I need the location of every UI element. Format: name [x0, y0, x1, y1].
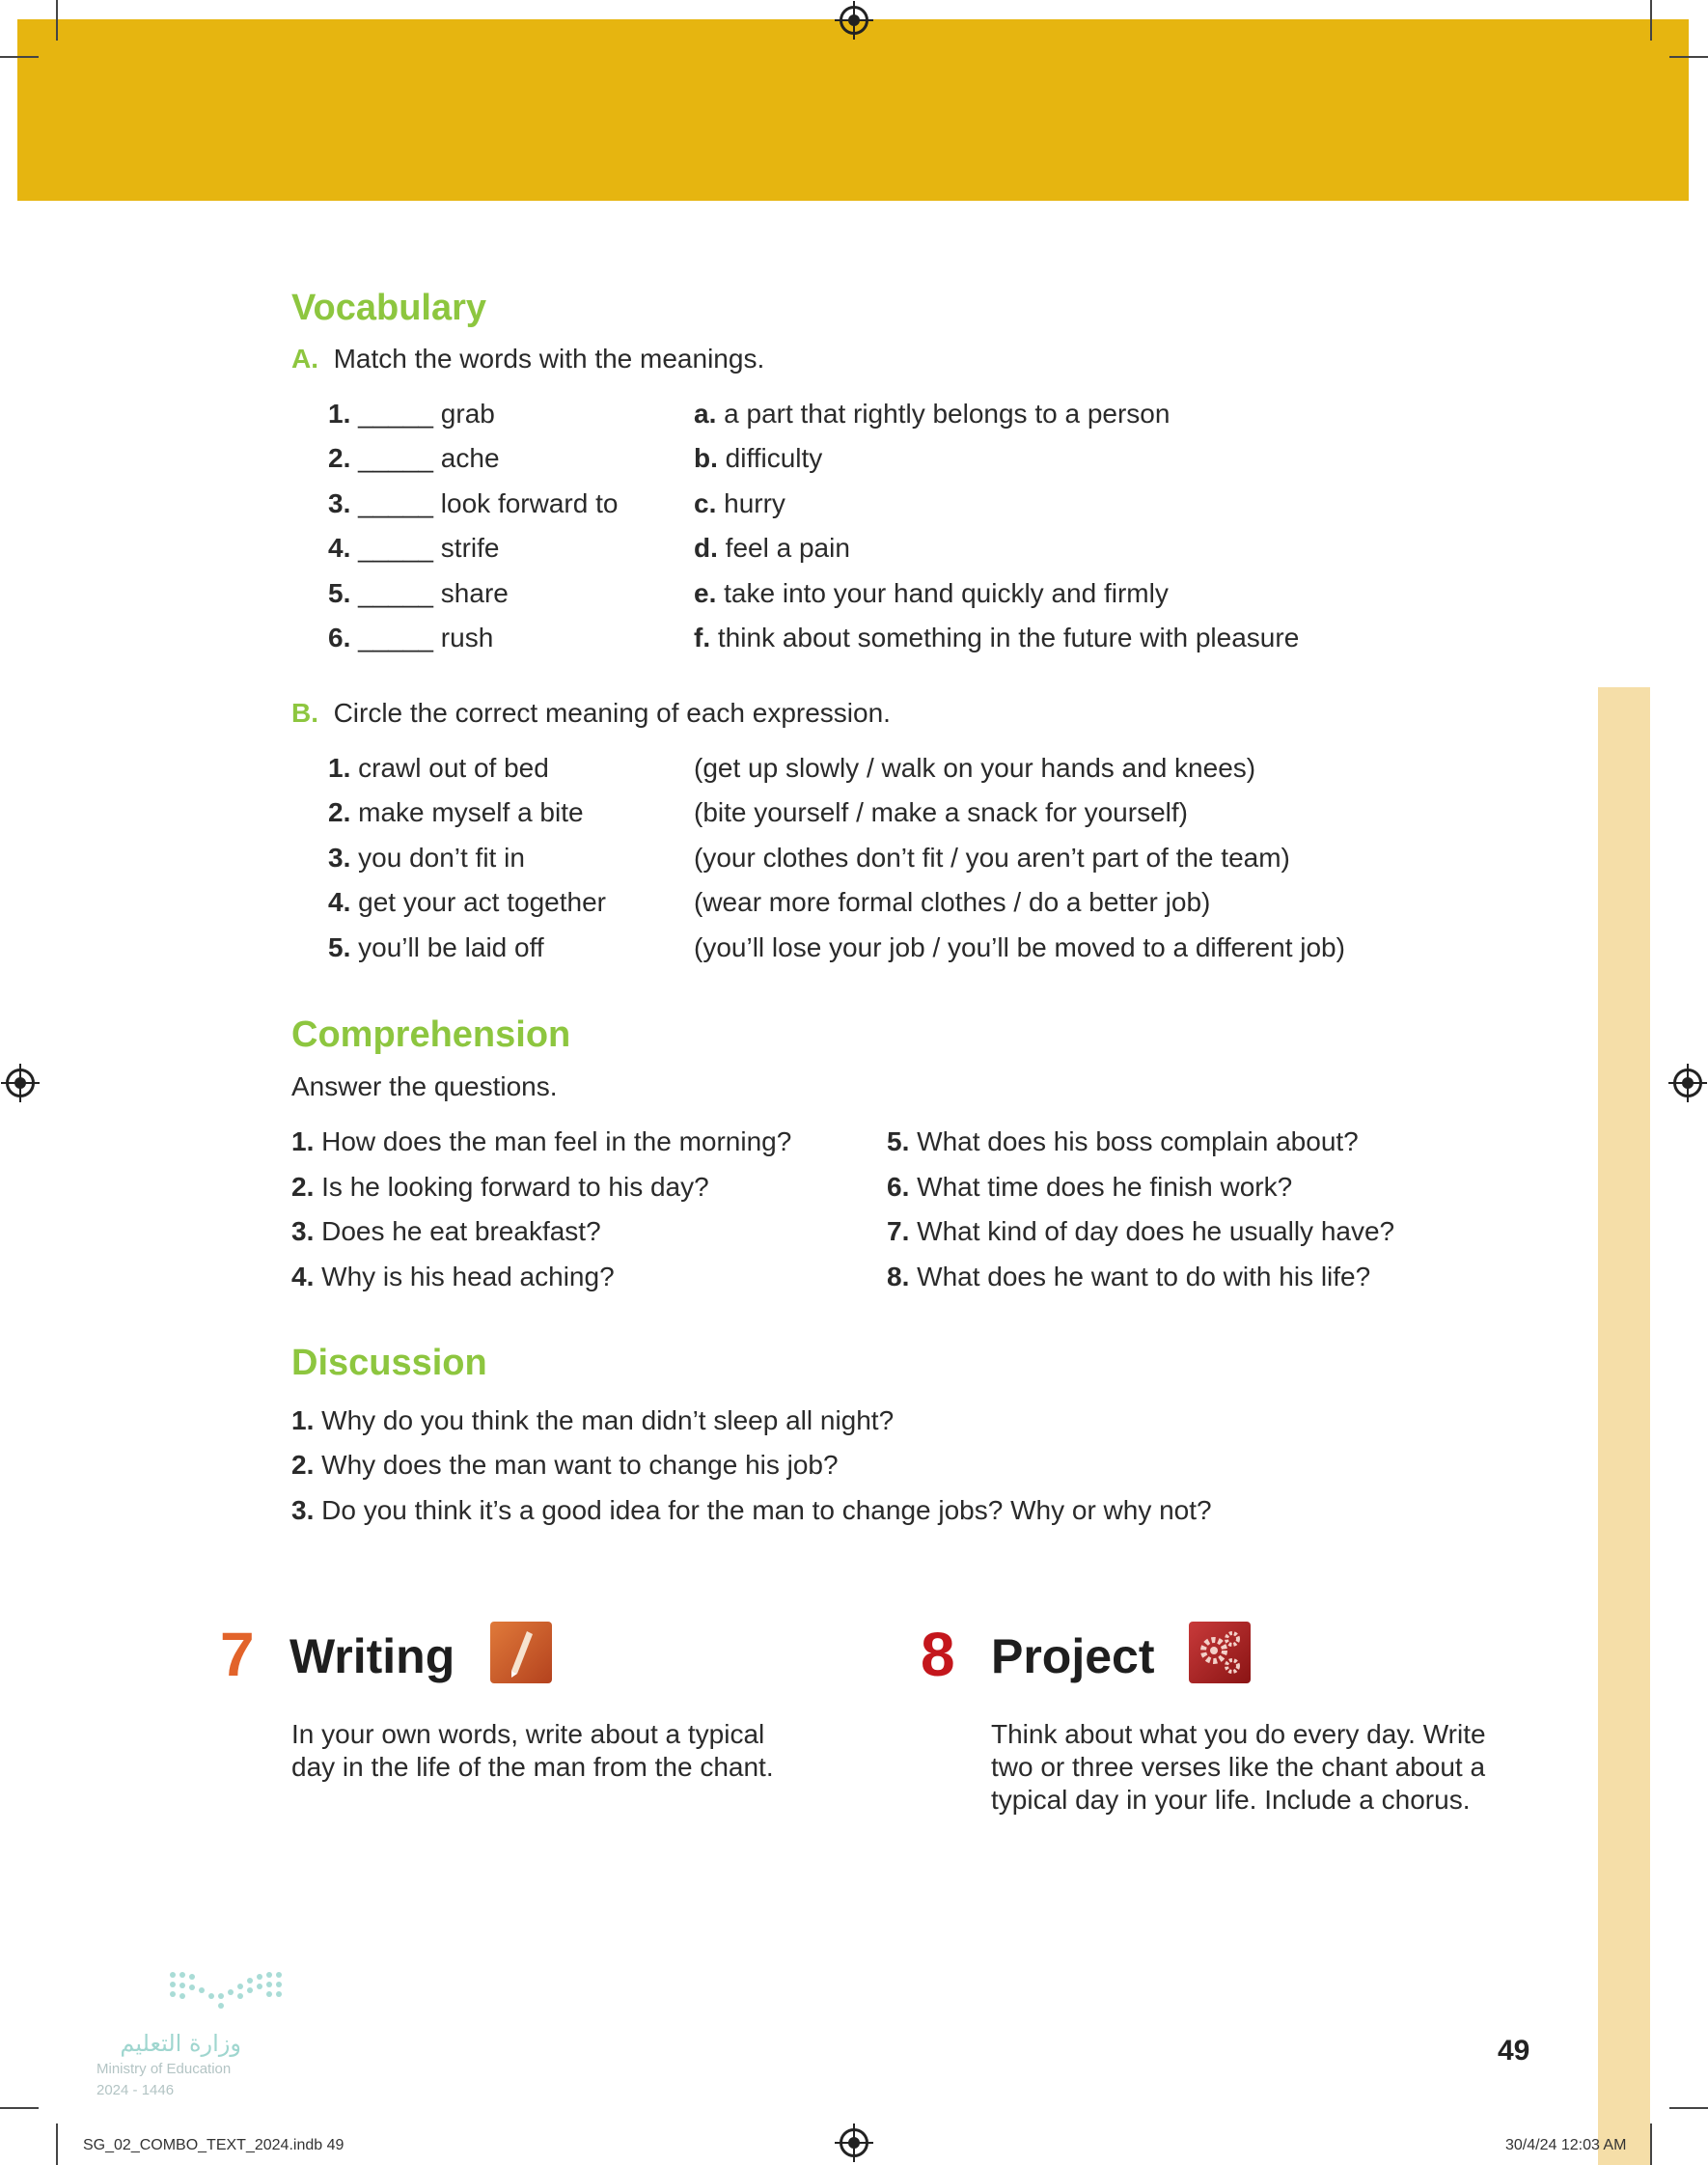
question-row [887, 1261, 1370, 1293]
meaning-letter: b. [694, 443, 718, 473]
discussion-row [291, 1404, 894, 1437]
match-word-row [328, 442, 500, 475]
answer-blank[interactable]: _____ [358, 488, 434, 518]
meaning-letter: a. [694, 399, 717, 429]
answer-blank[interactable]: _____ [358, 443, 434, 473]
vocabulary-heading: Vocabulary [291, 288, 487, 328]
question-row [887, 1171, 1292, 1204]
match-word: rush [440, 623, 494, 652]
item-number: 1. [291, 1126, 315, 1156]
meaning-row [694, 398, 1170, 430]
expression-text: crawl out of bed [358, 753, 549, 783]
meaning-text: a part that rightly belongs to a person [724, 399, 1171, 429]
item-number: 3. [328, 488, 351, 518]
crop-mark [0, 2107, 39, 2109]
ministry-english: Ministry of Education [96, 2061, 232, 2077]
part-a-label: A. [291, 344, 318, 374]
discussion-row [291, 1449, 839, 1482]
expression-row [328, 796, 584, 829]
item-number: 4. [291, 1262, 315, 1291]
match-word: ache [440, 443, 500, 473]
meaning-row [694, 487, 785, 520]
footer-file: SG_02_COMBO_TEXT_2024.indb 49 [83, 2137, 344, 2153]
crop-mark [56, 0, 58, 41]
item-number: 3. [291, 1216, 315, 1246]
question-row [291, 1171, 709, 1204]
match-word-row [328, 398, 495, 430]
expression-text: get your act together [358, 887, 606, 917]
item-number: 1. [328, 399, 351, 429]
comprehension-heading: Comprehension [291, 1014, 571, 1055]
question-text: Is he looking forward to his day? [321, 1172, 709, 1202]
item-number: 5. [328, 932, 351, 962]
expression-options[interactable]: (your clothes don’t fit / you aren’t part of the team) [694, 843, 1290, 873]
part-a-instruction-text: Match the words with the meanings. [333, 344, 765, 374]
item-number: 5. [887, 1126, 910, 1156]
ministry-logo [96, 1964, 328, 2119]
registration-mark-icon [1673, 1069, 1702, 1097]
item-number: 2. [328, 797, 351, 827]
expression-row [328, 931, 544, 964]
writing-text [291, 1718, 774, 1784]
crop-mark [1650, 0, 1652, 41]
expression-text: you don’t fit in [358, 843, 525, 873]
page-number: 49 [1498, 2035, 1530, 2067]
discussion-text: Why do you think the man didn’t sleep all night? [321, 1405, 895, 1435]
match-word: strife [440, 533, 500, 563]
meaning-row [694, 532, 850, 565]
match-word-row [328, 487, 618, 520]
item-number: 2. [291, 1450, 315, 1480]
answer-blank[interactable]: _____ [358, 533, 434, 563]
item-number: 4. [328, 887, 351, 917]
meaning-row [694, 577, 1169, 610]
meaning-letter: e. [694, 578, 717, 608]
project-text-line: two or three verses like the chant about a [991, 1752, 1486, 1782]
project-text [991, 1718, 1486, 1817]
section-number-writing: 7 [220, 1620, 255, 1689]
meaning-text: difficulty [725, 443, 823, 473]
expression-row [328, 752, 549, 785]
expression-options[interactable]: (you’ll lose your job / you’ll be moved to a different job) [694, 932, 1345, 962]
discussion-heading: Discussion [291, 1343, 487, 1383]
question-text: What time does he finish work? [917, 1172, 1293, 1202]
meaning-letter: d. [694, 533, 718, 563]
item-number: 4. [328, 533, 351, 563]
expression-options[interactable]: (wear more formal clothes / do a better job) [694, 887, 1211, 917]
expression-options[interactable]: (bite yourself / make a snack for yourself) [694, 797, 1188, 827]
match-word-row [328, 577, 509, 610]
meaning-text: take into your hand quickly and firmly [724, 578, 1169, 608]
question-row [887, 1125, 1359, 1158]
question-text: Does he eat breakfast? [321, 1216, 601, 1246]
writing-text-line: In your own words, write about a typical [291, 1719, 765, 1749]
expression-row [328, 842, 525, 874]
header-banner [17, 19, 1689, 201]
registration-mark-icon [840, 2128, 868, 2157]
match-word-row [328, 532, 499, 565]
crop-mark [1669, 2107, 1708, 2109]
side-strip [1598, 687, 1650, 2165]
crop-mark [56, 2123, 58, 2165]
registration-mark-icon [840, 6, 868, 35]
registration-mark-icon [6, 1069, 35, 1097]
part-b-instruction [291, 697, 891, 730]
meaning-row [694, 442, 822, 475]
comprehension-instruction: Answer the questions. [291, 1071, 558, 1101]
question-text: Why is his head aching? [321, 1262, 615, 1291]
expression-row [328, 886, 606, 919]
question-row [291, 1125, 791, 1158]
pencil-icon [490, 1622, 552, 1683]
project-text-line: Think about what you do every day. Write [991, 1719, 1486, 1749]
gears-icon [1189, 1622, 1251, 1683]
question-text: How does the man feel in the morning? [321, 1126, 792, 1156]
project-title: Project [991, 1629, 1155, 1683]
meaning-letter: f. [694, 623, 711, 652]
item-number: 7. [887, 1216, 910, 1246]
project-text-line: typical day in your life. Include a chorus. [991, 1785, 1471, 1815]
crop-mark [1650, 2123, 1652, 2165]
item-number: 1. [291, 1405, 315, 1435]
question-row [887, 1215, 1394, 1248]
question-text: What does he want to do with his life? [917, 1262, 1371, 1291]
expression-text: make myself a bite [358, 797, 584, 827]
item-number: 6. [328, 623, 351, 652]
expression-options[interactable]: (get up slowly / walk on your hands and knees) [694, 753, 1256, 783]
footer-date: 30/4/24 12:03 AM [1505, 2137, 1627, 2153]
meaning-text: hurry [724, 488, 785, 518]
part-a-instruction [291, 343, 764, 375]
meaning-text: feel a pain [725, 533, 850, 563]
meaning-letter: c. [694, 488, 717, 518]
match-word: share [440, 578, 509, 608]
ministry-arabic: وزارة التعليم [120, 2030, 241, 2057]
match-word: look forward to [440, 488, 619, 518]
ministry-years: 2024 - 1446 [96, 2082, 175, 2098]
item-number: 2. [328, 443, 351, 473]
part-b-instruction-text: Circle the correct meaning of each expression. [333, 698, 891, 728]
meaning-text: think about something in the future with pleasure [717, 623, 1300, 652]
item-number: 8. [887, 1262, 910, 1291]
section-number-project: 8 [921, 1620, 955, 1689]
discussion-row [291, 1494, 1212, 1527]
expression-text: you’ll be laid off [358, 932, 544, 962]
crop-mark [1669, 56, 1708, 58]
writing-text-line: day in the life of the man from the chant. [291, 1752, 774, 1782]
writing-title: Writing [289, 1629, 455, 1683]
match-word-row [328, 622, 493, 654]
question-text: What kind of day does he usually have? [917, 1216, 1395, 1246]
answer-blank[interactable]: _____ [358, 623, 434, 652]
item-number: 2. [291, 1172, 315, 1202]
part-b-label: B. [291, 698, 318, 728]
question-row [291, 1261, 615, 1293]
answer-blank[interactable]: _____ [358, 578, 434, 608]
discussion-text: Why does the man want to change his job? [321, 1450, 839, 1480]
answer-blank[interactable]: _____ [358, 399, 434, 429]
question-row [291, 1215, 601, 1248]
item-number: 5. [328, 578, 351, 608]
item-number: 3. [328, 843, 351, 873]
question-text: What does his boss complain about? [917, 1126, 1359, 1156]
item-number: 6. [887, 1172, 910, 1202]
match-word: grab [440, 399, 495, 429]
crop-mark [0, 56, 39, 58]
discussion-text: Do you think it’s a good idea for the man to change jobs? Why or why not? [321, 1495, 1212, 1525]
meaning-row [694, 622, 1299, 654]
item-number: 1. [328, 753, 351, 783]
item-number: 3. [291, 1495, 315, 1525]
